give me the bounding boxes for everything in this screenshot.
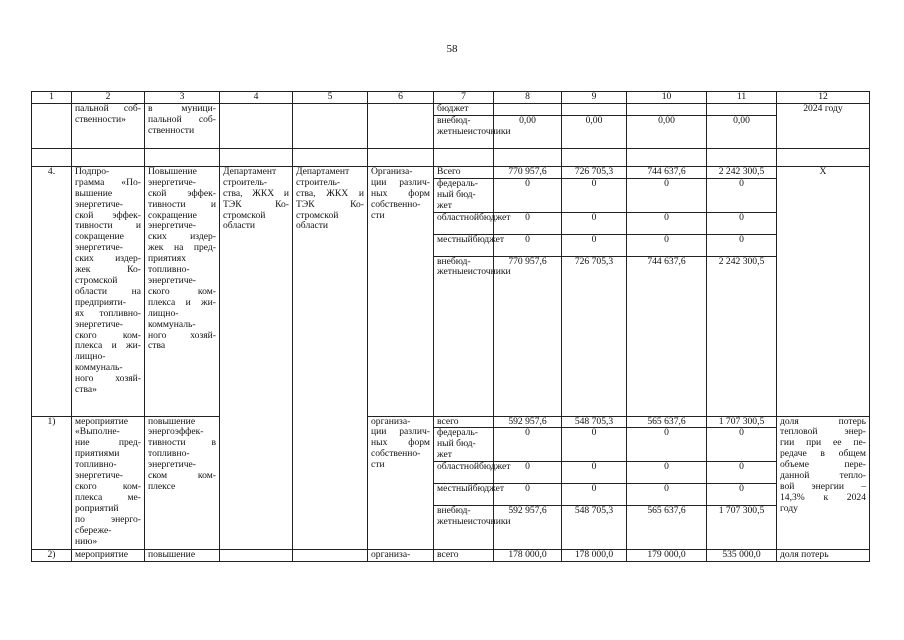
result-cell: доля потерь	[777, 550, 870, 562]
value-cell: 0	[707, 178, 777, 212]
table-cell	[494, 148, 562, 166]
task-cell: Повышение энергетиче- ской эффек- тивности и сокращение энергетиче- ских издер- жек на пред- приятиях топливно- энергетиче- ского ком- плекса и жи- лищно- коммуналь- ного хозяй- ства	[145, 166, 220, 416]
value-cell: 592 957,6	[494, 416, 562, 428]
table-cell	[562, 148, 627, 166]
row-number-cell: 4.	[32, 166, 72, 416]
value-cell: 0	[707, 234, 777, 256]
value-cell: 0	[494, 178, 562, 212]
column-header: 7	[434, 92, 494, 104]
value-cell: 0	[562, 212, 627, 234]
source-cell: местныйбюджет	[434, 234, 494, 256]
column-header: 1	[32, 92, 72, 104]
table-cell	[434, 148, 494, 166]
name-cell: мероприятие «Выполне- ние пред- приятиями топливно- энергетиче- ского ком- плекса ме- роприятий по энерго- сбереже- нию»	[72, 416, 145, 550]
value-cell: 0	[562, 428, 627, 462]
result-cell: 2024 году	[777, 104, 870, 149]
task-cell: повышение	[145, 550, 220, 562]
value-cell: 0	[627, 462, 707, 484]
value-cell: 0,00	[562, 115, 627, 148]
value-cell: 0	[562, 484, 627, 506]
value-cell: 0	[627, 178, 707, 212]
value-cell: 178 000,0	[562, 550, 627, 562]
value-cell: 0	[494, 484, 562, 506]
name-cell: Подпро- грамма «По- вышение энергетиче- ской эффек- тивности и сокращение энергетиче- ских издер- жек Ко- стромской области на предприяти- ях топливно- энергетиче- ского ком- плекса и жи- лищно- коммуналь- ного хозяй- ства»	[72, 166, 145, 416]
value-cell	[494, 104, 562, 116]
source-cell: федераль-ный бюд-жет	[434, 428, 494, 462]
column-header: 11	[707, 92, 777, 104]
participant-cell: организа-	[368, 550, 434, 562]
source-cell: Всего	[434, 166, 494, 178]
column-header: 12	[777, 92, 870, 104]
column-header: 4	[220, 92, 293, 104]
value-cell: 0	[707, 462, 777, 484]
source-cell: областнойбюджет	[434, 212, 494, 234]
value-cell: 0	[627, 234, 707, 256]
coexecutor-cell	[293, 104, 368, 149]
value-cell: 744 637,6	[627, 166, 707, 178]
table-row	[32, 166, 870, 178]
row-number-cell	[32, 104, 72, 149]
responsible-cell: Департамент строитель- ства, ЖКХ и ТЭК Ко- стромской области	[220, 166, 293, 549]
value-cell: 0	[707, 484, 777, 506]
row-number-cell: 2)	[32, 550, 72, 562]
value-cell: 726 705,3	[562, 166, 627, 178]
table-row	[32, 148, 870, 166]
value-cell: 0	[562, 234, 627, 256]
task-cell: повышение энергоэффек- тивности в топливно- энергетиче- ском ком- плексе	[145, 416, 220, 550]
page-number: 58	[446, 43, 458, 55]
value-cell	[707, 104, 777, 116]
table-row	[32, 550, 870, 562]
value-cell: 0	[494, 428, 562, 462]
value-cell: 0	[494, 462, 562, 484]
coexecutor-cell: Департамент строитель- ства, ЖКХ и ТЭК Ко- стромской области	[293, 166, 368, 549]
source-cell: местныйбюджет	[434, 484, 494, 506]
table-cell	[293, 148, 368, 166]
column-header: 9	[562, 92, 627, 104]
value-cell: 548 705,3	[562, 416, 627, 428]
participant-cell: Организа- ции различ- ных форм собственно- сти	[368, 166, 434, 416]
table-cell	[32, 148, 72, 166]
source-cell: бюджет	[434, 104, 494, 116]
value-cell: 592 957,6	[494, 506, 562, 550]
value-cell: 0	[494, 212, 562, 234]
coexecutor-cell	[293, 550, 368, 562]
column-header: 3	[145, 92, 220, 104]
value-cell: 0,00	[494, 115, 562, 148]
column-header: 8	[494, 92, 562, 104]
table-cell	[145, 148, 220, 166]
result-cell: доля потерь тепловой энер- гии при ее пе- редаче в общем объеме пере- данной тепло- вой энергии – 14,3% к 2024 году	[777, 416, 870, 550]
value-cell: 0,00	[707, 115, 777, 148]
source-cell: областнойбюджет	[434, 462, 494, 484]
name-cell: мероприятие	[72, 550, 145, 562]
table-cell	[72, 148, 145, 166]
responsible-cell	[220, 104, 293, 149]
column-header: 6	[368, 92, 434, 104]
responsible-cell	[220, 550, 293, 562]
value-cell: 0	[707, 428, 777, 462]
column-header: 10	[627, 92, 707, 104]
source-cell: всего	[434, 416, 494, 428]
value-cell: 0	[562, 178, 627, 212]
source-cell: внебюд-жетныеисточники	[434, 256, 494, 416]
value-cell: 726 705,3	[562, 256, 627, 416]
value-cell: 0	[627, 212, 707, 234]
table-cell	[220, 148, 293, 166]
result-cell: X	[777, 166, 870, 416]
name-cell: пальной соб- ственности»	[72, 104, 145, 149]
value-cell: 1 707 300,5	[707, 506, 777, 550]
value-cell	[627, 104, 707, 116]
value-cell: 565 637,6	[627, 506, 707, 550]
value-cell: 1 707 300,5	[707, 416, 777, 428]
value-cell: 0	[562, 462, 627, 484]
table-cell	[368, 148, 434, 166]
participant-cell: организа- ции различ- ных форм собственно- сти	[368, 416, 434, 550]
value-cell: 0	[627, 484, 707, 506]
source-cell: федераль-ный бюд-жет	[434, 178, 494, 212]
value-cell: 0	[627, 428, 707, 462]
row-number-cell: 1)	[32, 416, 72, 550]
table-cell	[627, 148, 707, 166]
value-cell	[562, 104, 627, 116]
source-cell: внебюд-жетныеисточники	[434, 115, 494, 148]
source-cell: всего	[434, 550, 494, 562]
table-cell	[777, 148, 870, 166]
program-table	[31, 91, 870, 562]
value-cell: 565 637,6	[627, 416, 707, 428]
value-cell: 178 000,0	[494, 550, 562, 562]
value-cell: 179 000,0	[627, 550, 707, 562]
column-header: 5	[293, 92, 368, 104]
value-cell: 744 637,6	[627, 256, 707, 416]
task-cell: в муници- пальной соб- ственности	[145, 104, 220, 149]
value-cell: 0	[494, 234, 562, 256]
value-cell: 770 957,6	[494, 256, 562, 416]
value-cell: 535 000,0	[707, 550, 777, 562]
value-cell: 0,00	[627, 115, 707, 148]
value-cell: 2 242 300,5	[707, 256, 777, 416]
table-cell	[707, 148, 777, 166]
value-cell: 770 957,6	[494, 166, 562, 178]
table-row	[32, 104, 870, 116]
participant-cell	[368, 104, 434, 149]
table-row	[32, 416, 870, 428]
column-header: 2	[72, 92, 145, 104]
source-cell: внебюд-жетныеисточники	[434, 506, 494, 550]
value-cell: 0	[707, 212, 777, 234]
value-cell: 548 705,3	[562, 506, 627, 550]
table-row	[32, 92, 870, 104]
value-cell: 2 242 300,5	[707, 166, 777, 178]
